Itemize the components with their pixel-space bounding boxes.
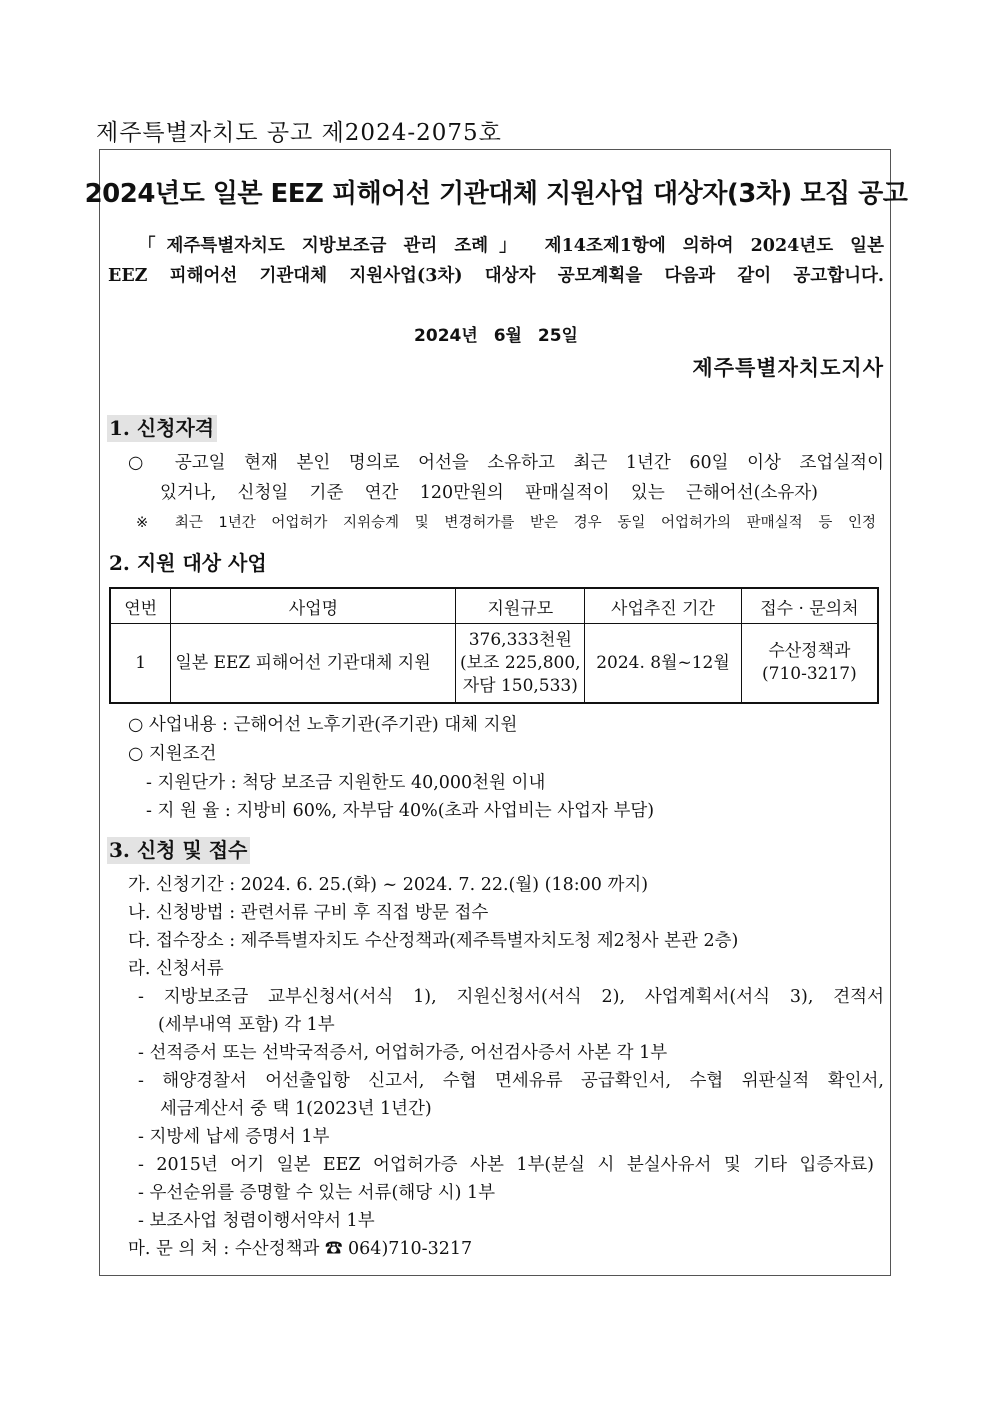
project-table xyxy=(109,587,879,704)
section-1-heading: 1. 신청자격 xyxy=(107,415,217,442)
document-item: - 해양경찰서 어선출입항 신고서, 수협 면세유류 공급확인서, 수협 위판실적 확인서, xyxy=(138,1071,884,1091)
document-item-cont: 세금계산서 중 택 1(2023년 1년간) xyxy=(160,1099,432,1119)
table-header: 사업명 xyxy=(171,588,456,624)
row-number: 1 xyxy=(110,624,171,704)
eligibility-line-1: ○ 공고일 현재 본인 명의로 어선을 소유하고 최근 1년간 60일 이상 조업실적이 xyxy=(128,453,884,473)
support-scale xyxy=(456,624,585,704)
project-content: ○ 사업내용 : 근해어선 노후기관(주기관) 대체 지원 xyxy=(128,715,518,735)
scale-self: 자담 150,533) xyxy=(462,675,578,696)
scale-total: 376,333천원 xyxy=(468,629,572,650)
table-header-row xyxy=(110,588,878,624)
table-header: 사업추진 기간 xyxy=(585,588,742,624)
support-conditions: ○ 지원조건 xyxy=(128,744,217,764)
contact-cell xyxy=(741,624,878,704)
eligibility-note: ※ 최근 1년간 어업허가 지위승계 및 변경허가를 받은 경우 동일 어업허가의 판매실적 등 인정 xyxy=(136,515,876,531)
document-item-cont: (세부내역 포함) 각 1부 xyxy=(158,1015,335,1035)
document-item: - 우선순위를 증명할 수 있는 서류(해당 시) 1부 xyxy=(138,1183,496,1203)
document-title: 2024년도 일본 EEZ 피해어선 기관대체 지원사업 대상자(3차) 모집 공고 xyxy=(84,179,908,209)
table-row xyxy=(110,624,878,704)
notice-number: 제주특별자치도 공고 제2024-2075호 xyxy=(96,120,502,146)
intro-line-1: 「제주특별자치도 지방보조금 관리 조례」 제14조제1항에 의하여 2024년도 일본 xyxy=(138,236,884,256)
notice-date: 2024년 6월 25일 xyxy=(414,326,578,346)
scale-subsidy: (보조 225,800, xyxy=(460,652,581,673)
table-header: 접수 · 문의처 xyxy=(741,588,878,624)
contact-info: 마. 문 의 처 : 수산정책과 ☎ 064)710-3217 xyxy=(128,1239,473,1259)
document-item: - 보조사업 청렴이행서약서 1부 xyxy=(138,1211,375,1231)
section-3-heading: 3. 신청 및 접수 xyxy=(107,837,250,864)
documents-title: 라. 신청서류 xyxy=(128,959,224,979)
unit-price: - 지원단가 : 척당 보조금 지원한도 40,000천원 이내 xyxy=(146,773,546,793)
support-rate: - 지 원 율 : 지방비 60%, 자부담 40%(초과 사업비는 사업자 부담) xyxy=(146,801,655,821)
application-period: 가. 신청기간 : 2024. 6. 25.(화) ~ 2024. 7. 22.(월) (18:00 까지) xyxy=(128,875,649,895)
contact-phone: (710-3217) xyxy=(762,664,857,684)
document-item: - 지방세 납세 증명서 1부 xyxy=(138,1127,330,1147)
section-2-heading: 2. 지원 대상 사업 xyxy=(109,551,267,575)
document-item: - 2015년 어기 일본 EEZ 어업허가증 사본 1부(분실 시 분실사유서 및 기타 입증자료) xyxy=(138,1155,874,1175)
project-period: 2024. 8월~12월 xyxy=(585,624,742,704)
table-header: 지원규모 xyxy=(456,588,585,624)
table-header: 연번 xyxy=(110,588,171,624)
project-name: 일본 EEZ 피해어선 기관대체 지원 xyxy=(171,624,456,704)
document-item: - 선적증서 또는 선박국적증서, 어업허가증, 어선검사증서 사본 각 1부 xyxy=(138,1043,668,1063)
intro-line-2: EEZ 피해어선 기관대체 지원사업(3차) 대상자 공모계획을 다음과 같이 공고합니다. xyxy=(108,266,884,286)
application-method: 나. 신청방법 : 관련서류 구비 후 직접 방문 접수 xyxy=(128,903,489,923)
contact-dept: 수산정책과 xyxy=(768,641,851,661)
eligibility-line-2: 있거나, 신청일 기준 연간 120만원의 판매실적이 있는 근해어선(소유자) xyxy=(160,483,818,503)
application-place: 다. 접수장소 : 제주특별자치도 수산정책과(제주특별자치도청 제2청사 본관 2층) xyxy=(128,931,739,951)
document-item: - 지방보조금 교부신청서(서식 1), 지원신청서(서식 2), 사업계획서(서식 3), 견적서 xyxy=(138,987,884,1007)
issuer: 제주특별자치도지사 xyxy=(692,355,884,380)
